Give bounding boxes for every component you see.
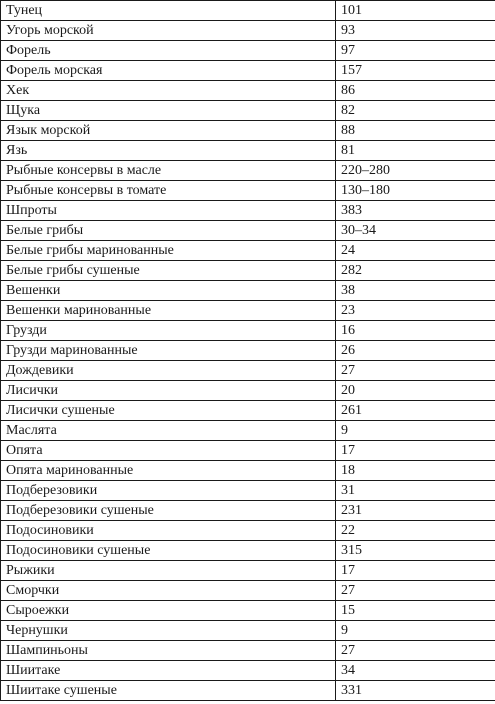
- table-row: [1, 241, 495, 261]
- product-name-cell: Форель морская: [1, 61, 336, 81]
- product-name-cell: Рыбные консервы в масле: [1, 161, 336, 181]
- table-row: [1, 561, 495, 581]
- value-cell: 27: [336, 641, 495, 661]
- value-cell: 23: [336, 301, 495, 321]
- product-name-cell: Сыроежки: [1, 601, 336, 621]
- table-row: [1, 321, 495, 341]
- table-row: [1, 141, 495, 161]
- product-name-cell: Шампиньоны: [1, 641, 336, 661]
- table-row: [1, 101, 495, 121]
- product-name-cell: Грузди: [1, 321, 336, 341]
- table-row: [1, 621, 495, 641]
- value-cell: 24: [336, 241, 495, 261]
- table-row: [1, 661, 495, 681]
- value-cell: 31: [336, 481, 495, 501]
- product-name-cell: Щука: [1, 101, 336, 121]
- value-cell: 383: [336, 201, 495, 221]
- value-cell: 130–180: [336, 181, 495, 201]
- product-name-cell: Маслята: [1, 421, 336, 441]
- product-name-cell: Вешенки: [1, 281, 336, 301]
- table-row: [1, 201, 495, 221]
- value-cell: 38: [336, 281, 495, 301]
- table-row: [1, 601, 495, 621]
- table-row: [1, 581, 495, 601]
- table-row: [1, 81, 495, 101]
- value-cell: 26: [336, 341, 495, 361]
- value-cell: 220–280: [336, 161, 495, 181]
- table-row: [1, 541, 495, 561]
- product-name-cell: Лисички сушеные: [1, 401, 336, 421]
- product-name-cell: Тунец: [1, 1, 336, 21]
- value-cell: 261: [336, 401, 495, 421]
- value-cell: 34: [336, 661, 495, 681]
- table-row: [1, 221, 495, 241]
- product-name-cell: Шпроты: [1, 201, 336, 221]
- value-cell: 82: [336, 101, 495, 121]
- value-cell: 157: [336, 61, 495, 81]
- table-row: [1, 641, 495, 661]
- table-row: [1, 401, 495, 421]
- table-row: [1, 341, 495, 361]
- product-name-cell: Язык морской: [1, 121, 336, 141]
- product-name-cell: Рыбные консервы в томате: [1, 181, 336, 201]
- value-cell: 101: [336, 1, 495, 21]
- table-row: [1, 421, 495, 441]
- product-name-cell: Хек: [1, 81, 336, 101]
- table-row: [1, 61, 495, 81]
- table-row: [1, 521, 495, 541]
- table-body: [1, 1, 495, 701]
- table-row: [1, 181, 495, 201]
- value-cell: 30–34: [336, 221, 495, 241]
- table-row: [1, 301, 495, 321]
- table-row: [1, 681, 495, 701]
- value-cell: 231: [336, 501, 495, 521]
- product-name-cell: Опята маринованные: [1, 461, 336, 481]
- value-cell: 18: [336, 461, 495, 481]
- product-name-cell: Шиитаке сушеные: [1, 681, 336, 701]
- value-cell: 9: [336, 621, 495, 641]
- value-cell: 315: [336, 541, 495, 561]
- product-name-cell: Шиитаке: [1, 661, 336, 681]
- table-row: [1, 41, 495, 61]
- value-cell: 17: [336, 561, 495, 581]
- product-name-cell: Подберезовики: [1, 481, 336, 501]
- product-name-cell: Подосиновики: [1, 521, 336, 541]
- value-cell: 9: [336, 421, 495, 441]
- value-cell: 27: [336, 361, 495, 381]
- product-name-cell: Белые грибы сушеные: [1, 261, 336, 281]
- value-cell: 22: [336, 521, 495, 541]
- table-row: [1, 261, 495, 281]
- product-name-cell: Вешенки маринованные: [1, 301, 336, 321]
- product-name-cell: Дождевики: [1, 361, 336, 381]
- table-row: [1, 281, 495, 301]
- product-name-cell: Чернушки: [1, 621, 336, 641]
- value-cell: 88: [336, 121, 495, 141]
- table-row: [1, 361, 495, 381]
- product-name-cell: Сморчки: [1, 581, 336, 601]
- value-cell: 27: [336, 581, 495, 601]
- value-cell: 331: [336, 681, 495, 701]
- table-row: [1, 121, 495, 141]
- product-name-cell: Подберезовики сушеные: [1, 501, 336, 521]
- value-cell: 16: [336, 321, 495, 341]
- product-name-cell: Форель: [1, 41, 336, 61]
- value-cell: 97: [336, 41, 495, 61]
- value-cell: 17: [336, 441, 495, 461]
- value-cell: 282: [336, 261, 495, 281]
- value-cell: 93: [336, 21, 495, 41]
- value-cell: 86: [336, 81, 495, 101]
- product-name-cell: Грузди маринованные: [1, 341, 336, 361]
- product-name-cell: Угорь морской: [1, 21, 336, 41]
- product-name-cell: Белые грибы: [1, 221, 336, 241]
- product-name-cell: Подосиновики сушеные: [1, 541, 336, 561]
- value-cell: 81: [336, 141, 495, 161]
- table-row: [1, 481, 495, 501]
- table-row: [1, 461, 495, 481]
- product-name-cell: Язь: [1, 141, 336, 161]
- table-row: [1, 1, 495, 21]
- value-cell: 20: [336, 381, 495, 401]
- product-name-cell: Опята: [1, 441, 336, 461]
- table-row: [1, 441, 495, 461]
- table-row: [1, 21, 495, 41]
- table-row: [1, 381, 495, 401]
- product-name-cell: Рыжики: [1, 561, 336, 581]
- product-name-cell: Лисички: [1, 381, 336, 401]
- table-row: [1, 161, 495, 181]
- table-row: [1, 501, 495, 521]
- product-name-cell: Белые грибы маринованные: [1, 241, 336, 261]
- value-cell: 15: [336, 601, 495, 621]
